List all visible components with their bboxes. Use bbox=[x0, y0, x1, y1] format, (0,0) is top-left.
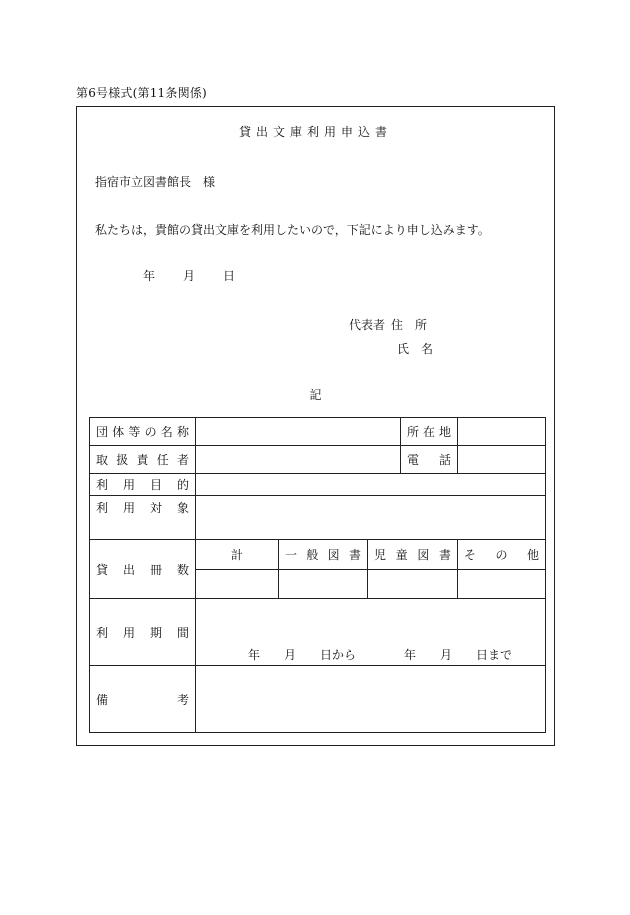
period-label: 利用期間 bbox=[90, 599, 196, 666]
details-table bbox=[89, 417, 546, 733]
total-header: 計 bbox=[196, 540, 279, 570]
representative-address bbox=[349, 316, 427, 333]
purpose-label: 利用目的 bbox=[90, 474, 196, 496]
name-label: 氏 名 bbox=[397, 342, 434, 356]
other-header: その他 bbox=[458, 540, 546, 570]
phone-field[interactable] bbox=[458, 446, 546, 474]
loan-count-label: 貸出冊数 bbox=[90, 540, 196, 599]
total-field[interactable] bbox=[196, 570, 279, 599]
date-year-label: 年 bbox=[143, 269, 156, 283]
phone-label: 電 話 bbox=[401, 446, 458, 474]
form-number: 第6号様式(第11条関係) bbox=[76, 86, 207, 100]
children-books-header: 児童図書 bbox=[368, 540, 458, 570]
location-label: 所在地 bbox=[401, 418, 458, 446]
statement: 私たちは，貴館の貸出文庫を利用したいので，下記により申し込みます。 bbox=[95, 223, 490, 237]
other-field[interactable] bbox=[458, 570, 546, 599]
purpose-field[interactable] bbox=[196, 474, 546, 496]
contact-person-label: 取扱責任者 bbox=[90, 446, 196, 474]
addressee: 指宿市立図書館長 様 bbox=[95, 175, 216, 189]
date-day-label: 日 bbox=[223, 269, 236, 283]
application-date bbox=[143, 267, 235, 284]
remarks-field[interactable] bbox=[196, 666, 546, 733]
record-heading: 記 bbox=[309, 388, 322, 402]
contact-person-field[interactable] bbox=[196, 446, 401, 474]
address-label: 住 所 bbox=[391, 318, 428, 332]
period-field[interactable] bbox=[196, 599, 546, 666]
application-form bbox=[76, 106, 555, 746]
target-field[interactable] bbox=[196, 496, 546, 540]
representative-role: 代表者 bbox=[349, 318, 386, 332]
target-label: 利用対象 bbox=[90, 496, 196, 540]
group-name-field[interactable] bbox=[196, 418, 401, 446]
children-books-field[interactable] bbox=[368, 570, 458, 599]
period-text: 年 月 日から 年 月 日まで bbox=[248, 648, 513, 662]
location-field[interactable] bbox=[458, 418, 546, 446]
general-books-header: 一般図書 bbox=[279, 540, 368, 570]
date-month-label: 月 bbox=[183, 269, 196, 283]
general-books-field[interactable] bbox=[279, 570, 368, 599]
group-name-label: 団体等の名称 bbox=[90, 418, 196, 446]
remarks-label: 備考 bbox=[90, 666, 196, 733]
form-title: 貸出文庫利用申込書 bbox=[238, 125, 392, 139]
